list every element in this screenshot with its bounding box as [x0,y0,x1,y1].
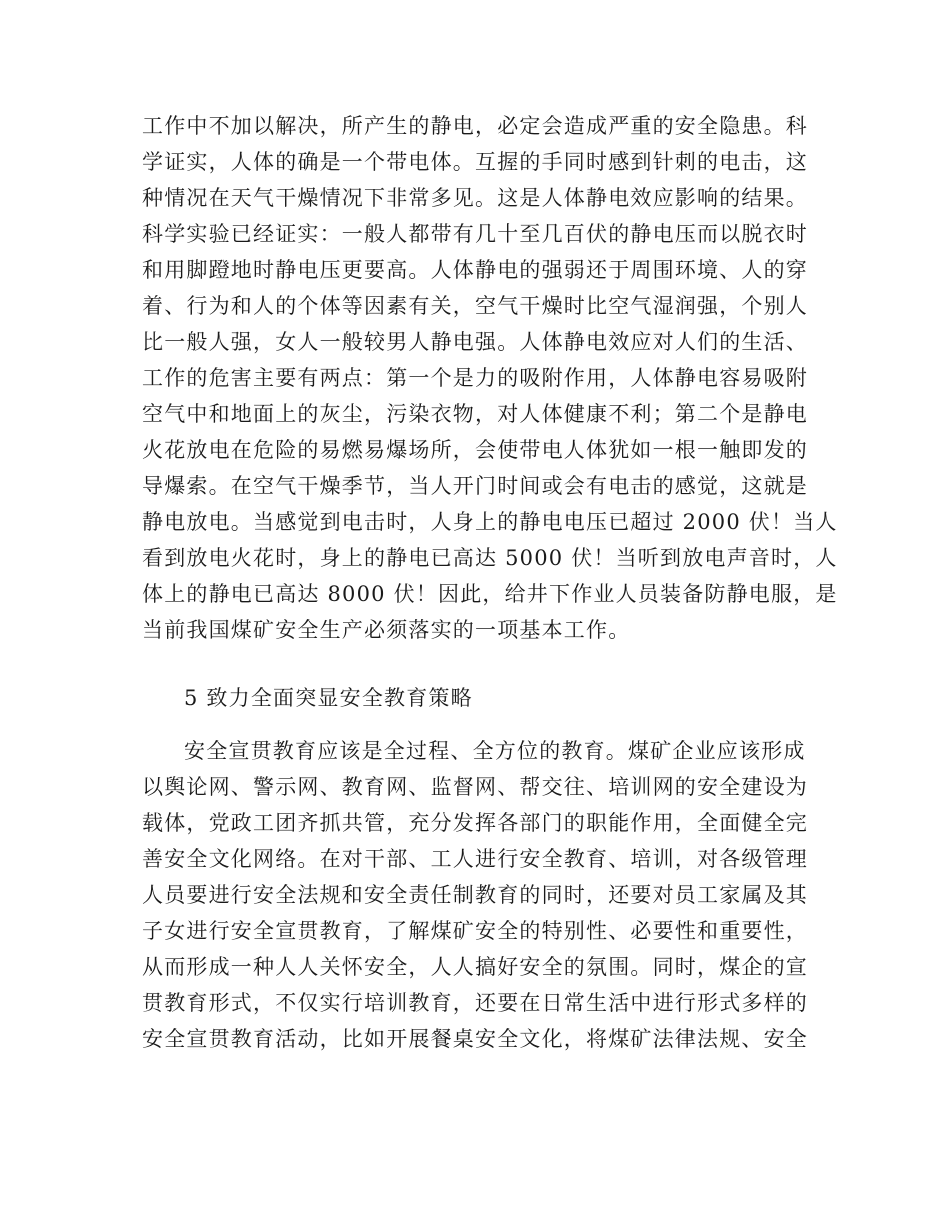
paragraph-line: 子女进行安全宣贯教育，了解煤矿安全的特别性、必要性和重要性， [142,919,808,943]
paragraph-line: 空气中和地面上的灰尘，污染衣物，对人体健康不利；第二个是静电 [142,402,808,426]
paragraph-line: 善安全文化网络。在对干部、工人进行安全教育、培训，对各级管理 [142,847,808,871]
paragraph-line: 安全宣贯教育活动，比如开展餐桌安全文化，将煤矿法律法规、安全 [142,1027,808,1051]
paragraph-line: 静电放电。当感觉到电击时，人身上的静电电压已超过 2000 伏！当人 [142,510,838,534]
paragraph-line: 导爆索。在空气干燥季节，当人开门时间或会有电击的感觉，这就是 [142,474,808,498]
paragraph-line: 体上的静电已高达 8000 伏！因此，给井下作业人员装备防静电服，是 [142,582,838,606]
paragraph-line: 科学实验已经证实：一般人都带有几十至几百伏的静电压而以脱衣时 [142,222,808,246]
paragraph-line: 贯教育形式，不仅实行培训教育，还要在日常生活中进行形式多样的 [142,991,808,1015]
paragraph-static-electricity [142,108,838,648]
paragraph-line: 从而形成一种人人关怀安全，人人搞好安全的氛围。同时，煤企的宣 [142,955,808,979]
paragraph-line: 看到放电火花时，身上的静电已高达 5000 伏！当听到放电声音时，人 [142,546,838,570]
paragraph-line: 学证实，人体的确是一个带电体。互握的手同时感到针刺的电击，这 [142,150,808,174]
paragraph-line: 载体，党政工团齐抓共管，充分发挥各部门的职能作用，全面健全完 [142,811,808,835]
paragraph-line: 比一般人强，女人一般较男人静电强。人体静电效应对人们的生活、 [142,330,808,354]
paragraph-line: 当前我国煤矿安全生产必须落实的一项基本工作。 [142,618,631,642]
paragraph-safety-education [142,733,812,1057]
paragraph-line: 种情况在天气干燥情况下非常多见。这是人体静电效应影响的结果。 [142,186,808,210]
section-heading [142,680,812,716]
paragraph-line: 着、行为和人的个体等因素有关，空气干燥时比空气湿润强，个别人 [142,294,808,318]
paragraph-line: 工作中不加以解决，所产生的静电，必定会造成严重的安全隐患。科 [142,114,808,138]
paragraph-line: 火花放电在危险的易燃易爆场所，会使带电人体犹如一根一触即发的 [142,438,808,462]
section-heading-text: 5 致力全面突显安全教育策略 [184,686,473,710]
paragraph-line: 以舆论网、警示网、教育网、监督网、帮交往、培训网的安全建设为 [142,775,808,799]
paragraph-line: 和用脚蹬地时静电压更要高。人体静电的强弱还于周围环境、人的穿 [142,258,808,282]
paragraph-line: 工作的危害主要有两点：第一个是力的吸附作用，人体静电容易吸附 [142,366,808,390]
paragraph-line: 安全宣贯教育应该是全过程、全方位的教育。煤矿企业应该形成 [184,739,806,763]
paragraph-line: 人员要进行安全法规和安全责任制教育的同时，还要对员工家属及其 [142,883,808,907]
